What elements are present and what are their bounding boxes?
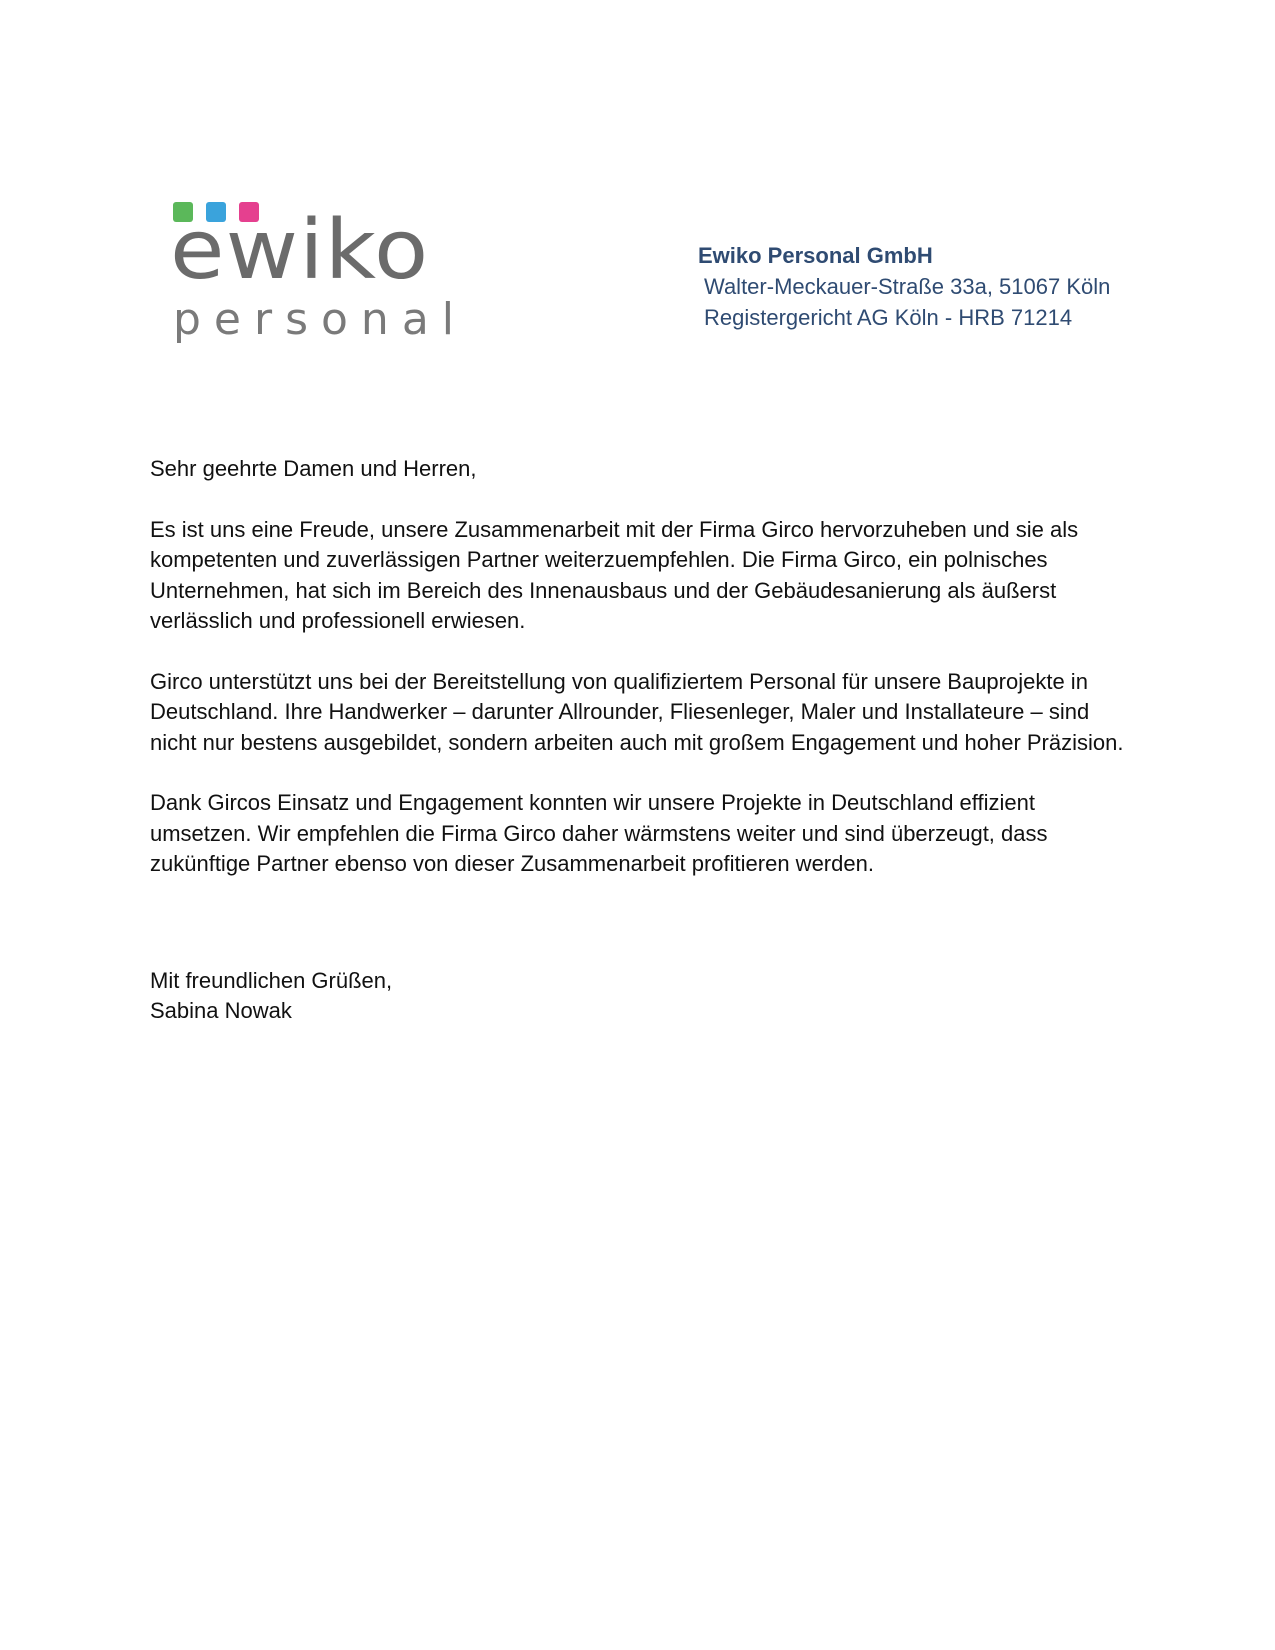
- logo-subtitle: personal: [173, 294, 468, 345]
- letter-closing-block: [150, 966, 1130, 1027]
- company-address: Walter-Meckauer-Straße 33a, 51067 Köln: [704, 274, 1111, 299]
- letter-closing: Mit freundlichen Grüßen,: [150, 967, 393, 993]
- logo-word: ewiko: [170, 203, 430, 298]
- company-logo: [170, 198, 470, 358]
- company-header: [698, 240, 1110, 333]
- letter-signer: Sabina Nowak: [150, 998, 292, 1023]
- company-register: Registergericht AG Köln - HRB 71214: [704, 305, 1073, 330]
- letter-paragraph: Dank Gircos Einsatz und Engagement konnten wir unsere Projekte in Deutschland effizient umsetzen. Wir empfehlen die Firma Girco daher wärmstens weiter und sind überzeugt, dass zukünftige Partner ebenso von dieser Zusammenarbeit profitieren werden.: [150, 790, 1048, 876]
- letter-salutation: Sehr geehrte Damen und Herren,: [150, 456, 477, 481]
- letter-body: [150, 454, 1130, 1027]
- company-name: Ewiko Personal GmbH: [698, 243, 933, 268]
- letter-paragraph: Es ist uns eine Freude, unsere Zusammenarbeit mit der Firma Girco hervorzuheben und sie als kompetenten und zuverlässigen Partner weiterzuempfehlen. Die Firma Girco, ein polnisches Unternehmen, hat sich im Bereich des Innenausbaus und der Gebäudesanierung als äußerst verlässlich und professionell erwiesen.: [150, 516, 1079, 633]
- letter-paragraph: Girco unterstützt uns bei der Bereitstellung von qualifiziertem Personal für unsere Bauprojekte in Deutschland. Ihre Handwerker – darunter Allrounder, Fliesenleger, Maler und Installateure – sind nicht nur bestens ausgebildet, sondern arbeiten auch mit großem Engagement und hoher Präzision.: [150, 668, 1124, 755]
